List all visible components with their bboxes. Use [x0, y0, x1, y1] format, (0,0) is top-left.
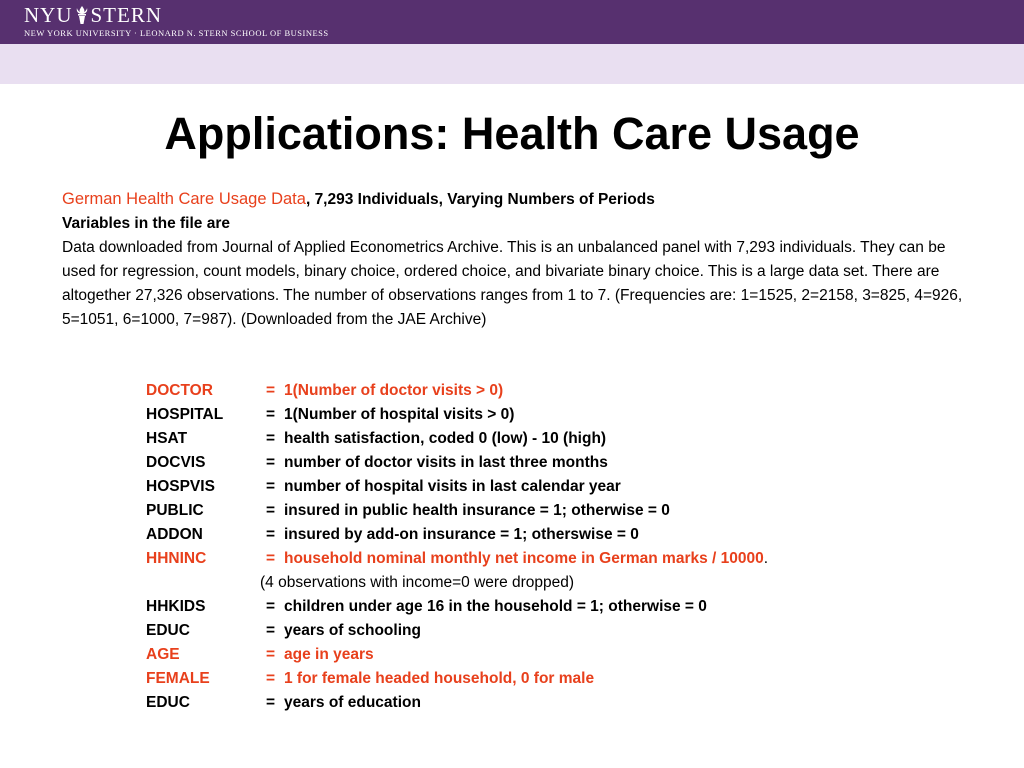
variable-description-text: years of schooling — [284, 622, 421, 639]
variable-name: HOSPITAL — [146, 406, 224, 423]
variable-name: HOSPVIS — [146, 478, 215, 495]
variable-description — [284, 475, 621, 499]
variable-description-text: insured in public health insurance = 1; otherwise = 0 — [284, 502, 670, 519]
variable-row — [146, 379, 946, 403]
page-title: Applications: Health Care Usage — [164, 108, 860, 159]
dataset-line — [62, 187, 972, 212]
variable-row — [146, 547, 946, 571]
variable-equals: = — [266, 598, 276, 615]
nyu-stern-logo — [24, 4, 329, 39]
variable-name: PUBLIC — [146, 502, 204, 519]
variable-name: EDUC — [146, 694, 190, 711]
variable-note: (4 observations with income=0 were dropped) — [260, 574, 575, 591]
variable-description — [284, 691, 421, 715]
variable-description — [284, 523, 639, 547]
variable-description-trail: . — [763, 550, 769, 567]
logo-subtitle: NEW YORK UNIVERSITY · LEONARD N. STERN SCHOOL OF BUSINESS — [24, 28, 329, 38]
variable-description — [284, 427, 606, 451]
variable-description — [284, 667, 594, 691]
variable-row — [146, 523, 946, 547]
variable-description-text: number of hospital visits in last calendar year — [284, 478, 621, 495]
variable-row — [146, 595, 946, 619]
variable-equals: = — [266, 646, 276, 663]
variable-equals: = — [266, 526, 276, 543]
variable-row — [146, 403, 946, 427]
variable-row — [146, 643, 946, 667]
variable-equals: = — [266, 454, 276, 471]
variable-equals: = — [266, 622, 276, 639]
variable-description — [284, 547, 768, 571]
variable-equals: = — [266, 550, 276, 567]
variable-name: ADDON — [146, 526, 203, 543]
variable-description-text: 1 for female headed household, 0 for male — [284, 670, 595, 687]
variable-row — [146, 667, 946, 691]
variable-description-text: number of doctor visits in last three months — [284, 454, 608, 471]
variable-description — [284, 643, 374, 667]
variable-name: DOCVIS — [146, 454, 206, 471]
variable-name: AGE — [146, 646, 180, 663]
variable-description-text: 1(Number of hospital visits > 0) — [284, 406, 515, 423]
variable-description — [284, 403, 514, 427]
variable-equals: = — [266, 694, 276, 711]
variable-row — [146, 499, 946, 523]
variable-description-text: household nominal monthly net income in German marks / 10000 — [284, 550, 764, 567]
dataset-details: , 7,293 Individuals, Varying Numbers of Periods — [305, 191, 655, 208]
variable-name: FEMALE — [146, 670, 210, 687]
variable-equals: = — [266, 502, 276, 519]
dataset-name: German Health Care Usage Data — [62, 190, 306, 208]
variable-equals: = — [266, 478, 276, 495]
variable-description — [284, 451, 608, 475]
variable-description-text: age in years — [284, 646, 374, 663]
torch-icon — [74, 5, 90, 25]
variable-equals: = — [266, 406, 276, 423]
variable-description-text: 1(Number of doctor visits > 0) — [284, 382, 504, 399]
variable-equals: = — [266, 430, 276, 447]
variable-row — [146, 451, 946, 475]
variable-description-text: years of education — [284, 694, 421, 711]
variable-description — [284, 499, 670, 523]
variable-row — [146, 475, 946, 499]
variable-equals: = — [266, 382, 276, 399]
header-sub-bar — [0, 44, 1024, 84]
variable-equals: = — [266, 670, 276, 687]
variable-row — [146, 619, 946, 643]
variable-row — [146, 427, 946, 451]
variable-description — [284, 595, 707, 619]
variable-description — [284, 619, 421, 643]
variable-name: HHKIDS — [146, 598, 206, 615]
dataset-description: Data downloaded from Journal of Applied Econometrics Archive. This is an unbalanced panel with 7,293 individuals. They can be used for regression, count models, binary choice, ordered choice, and bivariate binary choice. This is a large data set. There are altogether 27,326 observations. The number of observations ranges from 1 to 7. (Frequencies are: 1=1525, 2=2158, 3=825, 4=926, 5=1051, 6=1000, 7=987). (Downloaded from the JAE Archive) — [62, 239, 963, 328]
variable-name: DOCTOR — [146, 382, 213, 399]
logo-nyu-text: NYU — [24, 3, 73, 27]
variable-name: HHNINC — [146, 550, 207, 567]
variable-name: HSAT — [146, 430, 188, 447]
variable-name: EDUC — [146, 622, 190, 639]
variable-description — [284, 379, 503, 403]
logo-stern-text: STERN — [90, 3, 163, 27]
intro-section — [62, 187, 972, 332]
variables-heading: Variables in the file are — [62, 215, 230, 232]
variable-description-text: health satisfaction, coded 0 (low) - 10 (high) — [284, 430, 607, 447]
header-bar — [0, 0, 1024, 44]
variable-description-text: insured by add-on insurance = 1; otherswise = 0 — [284, 526, 639, 543]
variable-description-text: children under age 16 in the household = 1; otherwise = 0 — [284, 598, 707, 615]
logo-wordmark — [24, 4, 329, 26]
variable-row — [146, 691, 946, 715]
variable-list — [146, 379, 946, 715]
